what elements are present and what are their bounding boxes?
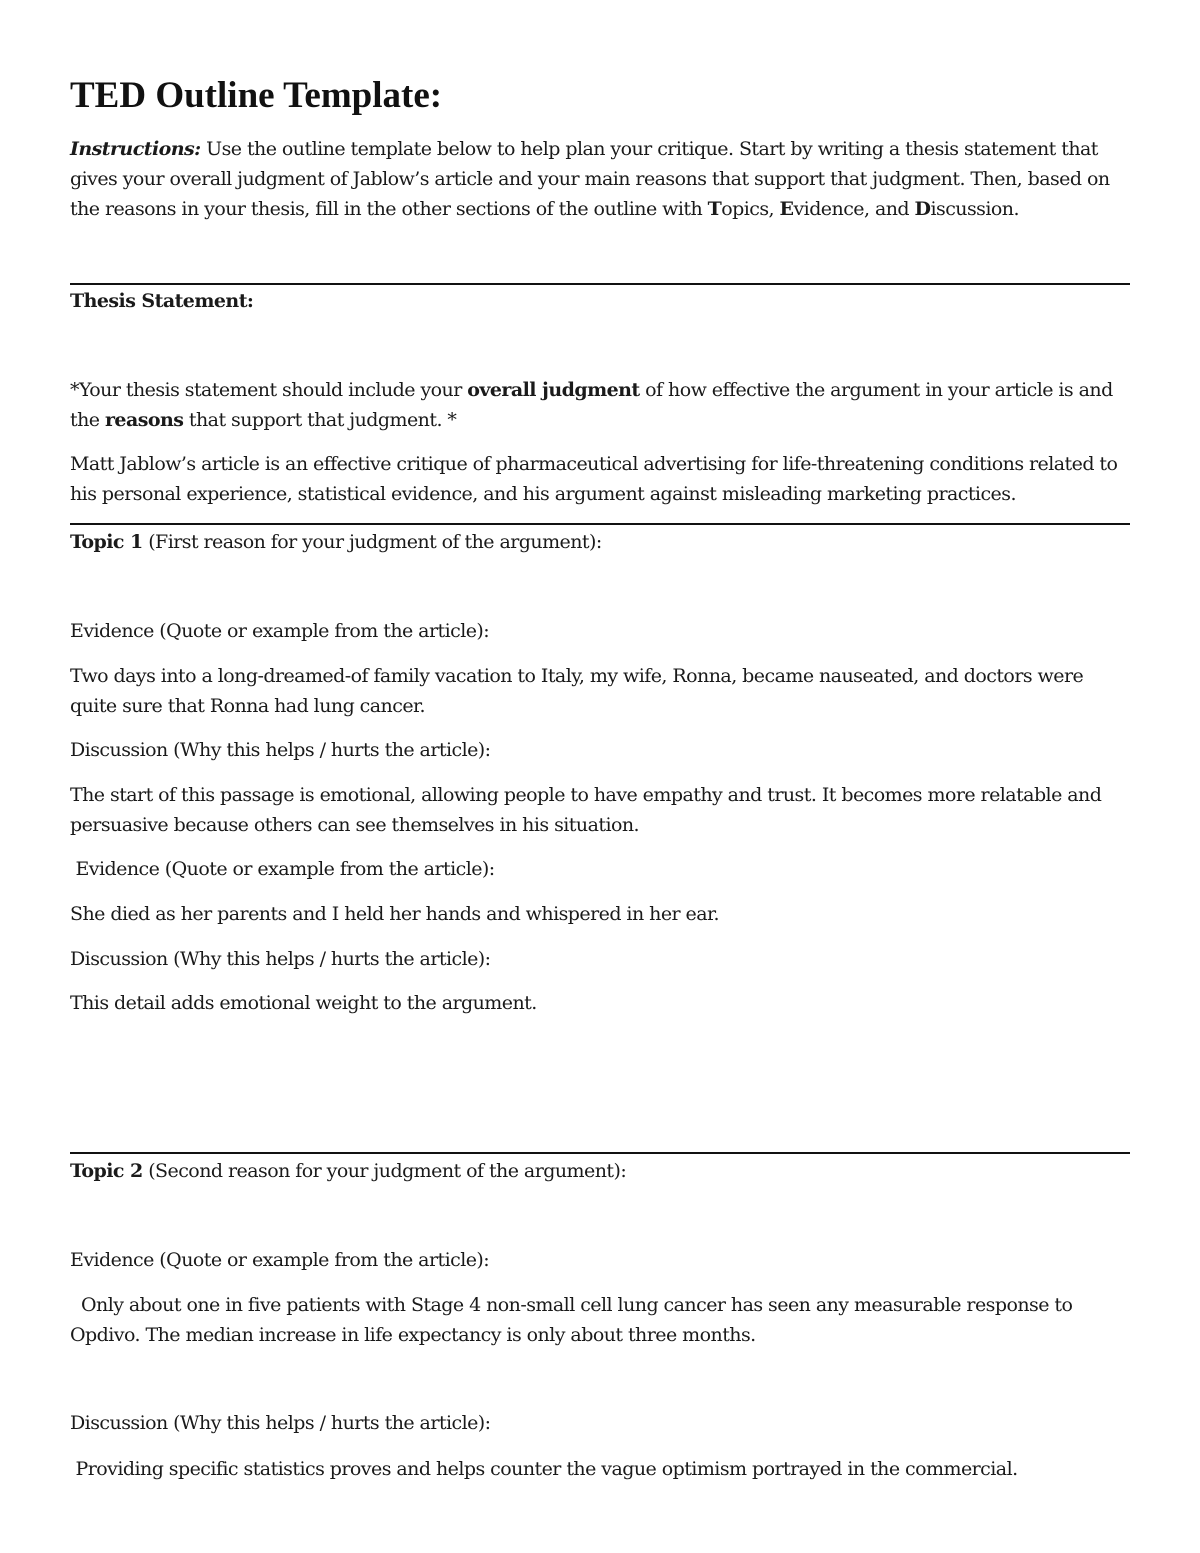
topic2-prompt: (Second reason for your judgment of the argument):: [142, 1160, 627, 1182]
topic1-discussion-label-2: Discussion (Why this helps / hurts the article):: [70, 948, 491, 970]
topic2-heading: [70, 1156, 1130, 1186]
thesis-heading: Thesis Statement:: [70, 290, 254, 312]
topic1-discussion-1: The start of this passage is emotional, allowing people to have empathy and trust. It becomes more relatable and persuasive because others can see themselves in his situation.: [70, 784, 1102, 836]
topic2-label: Topic 2: [70, 1160, 143, 1182]
section-divider: [70, 1152, 1130, 1154]
topic1-evidence-label-2: Evidence (Quote or example from the article):: [70, 858, 495, 880]
evidence-initial: E: [779, 198, 794, 220]
instructions-text: Use the outline template below to help plan your critique. Start by writing a thesis statement that gives your overall judgment of Jablow’s article and your main reasons that support that judgment. Then, based on the reasons in your thesis, fill in the other sections of the outline with: [70, 138, 1110, 220]
document-title: TED Outline Template:: [70, 75, 443, 116]
topic2-evidence: Only about one in five patients with Stage 4 non-small cell lung cancer has seen any measurable response to Opdivo. The median increase in life expectancy is only about three months.: [70, 1294, 1078, 1346]
topic1-evidence-2: She died as her parents and I held her hands and whispered in her ear.: [70, 903, 719, 925]
thesis-note-text-2: of how effective the argument in your article is and the: [70, 379, 1113, 431]
instructions-paragraph: [70, 134, 1130, 224]
thesis-note-bold-1: overall judgment: [467, 379, 640, 401]
discussion-rest: iscussion.: [930, 198, 1019, 220]
topic2-discussion: Providing specific statistics proves and helps counter the vague optimism portrayed in the commercial.: [70, 1458, 1018, 1480]
thesis-answer: Matt Jablow’s article is an effective critique of pharmaceutical advertising for life-threatening conditions related to his personal experience, statistical evidence, and his argument against misleading marketing practices.: [70, 453, 1118, 505]
topics-rest: opics,: [721, 198, 780, 220]
topics-initial: T: [707, 198, 722, 220]
topic1-evidence-label-1: Evidence (Quote or example from the article):: [70, 620, 490, 642]
section-divider: [70, 523, 1130, 525]
discussion-initial: D: [914, 198, 931, 220]
thesis-note-bold-2: reasons: [104, 409, 184, 431]
section-divider: [70, 283, 1130, 285]
topic2-evidence-label: Evidence (Quote or example from the article):: [70, 1249, 490, 1271]
topic1-discussion-label-1: Discussion (Why this helps / hurts the article):: [70, 739, 491, 761]
topic1-heading: [70, 527, 1130, 557]
topic1-prompt: (First reason for your judgment of the argument):: [142, 531, 602, 553]
evidence-rest: vidence, and: [793, 198, 915, 220]
topic2-discussion-label: Discussion (Why this helps / hurts the article):: [70, 1412, 491, 1434]
topic1-label: Topic 1: [70, 531, 143, 553]
thesis-note-text-3: that support that judgment. *: [183, 409, 457, 431]
topic1-evidence-1: Two days into a long-dreamed-of family vacation to Italy, my wife, Ronna, became nauseated, and doctors were quite sure that Ronna had lung cancer.: [70, 665, 1084, 717]
topic1-discussion-2: This detail adds emotional weight to the argument.: [70, 992, 537, 1014]
thesis-note: [70, 375, 1130, 435]
thesis-note-text-1: *Your thesis statement should include your: [70, 379, 468, 401]
instructions-label: Instructions:: [70, 138, 201, 160]
